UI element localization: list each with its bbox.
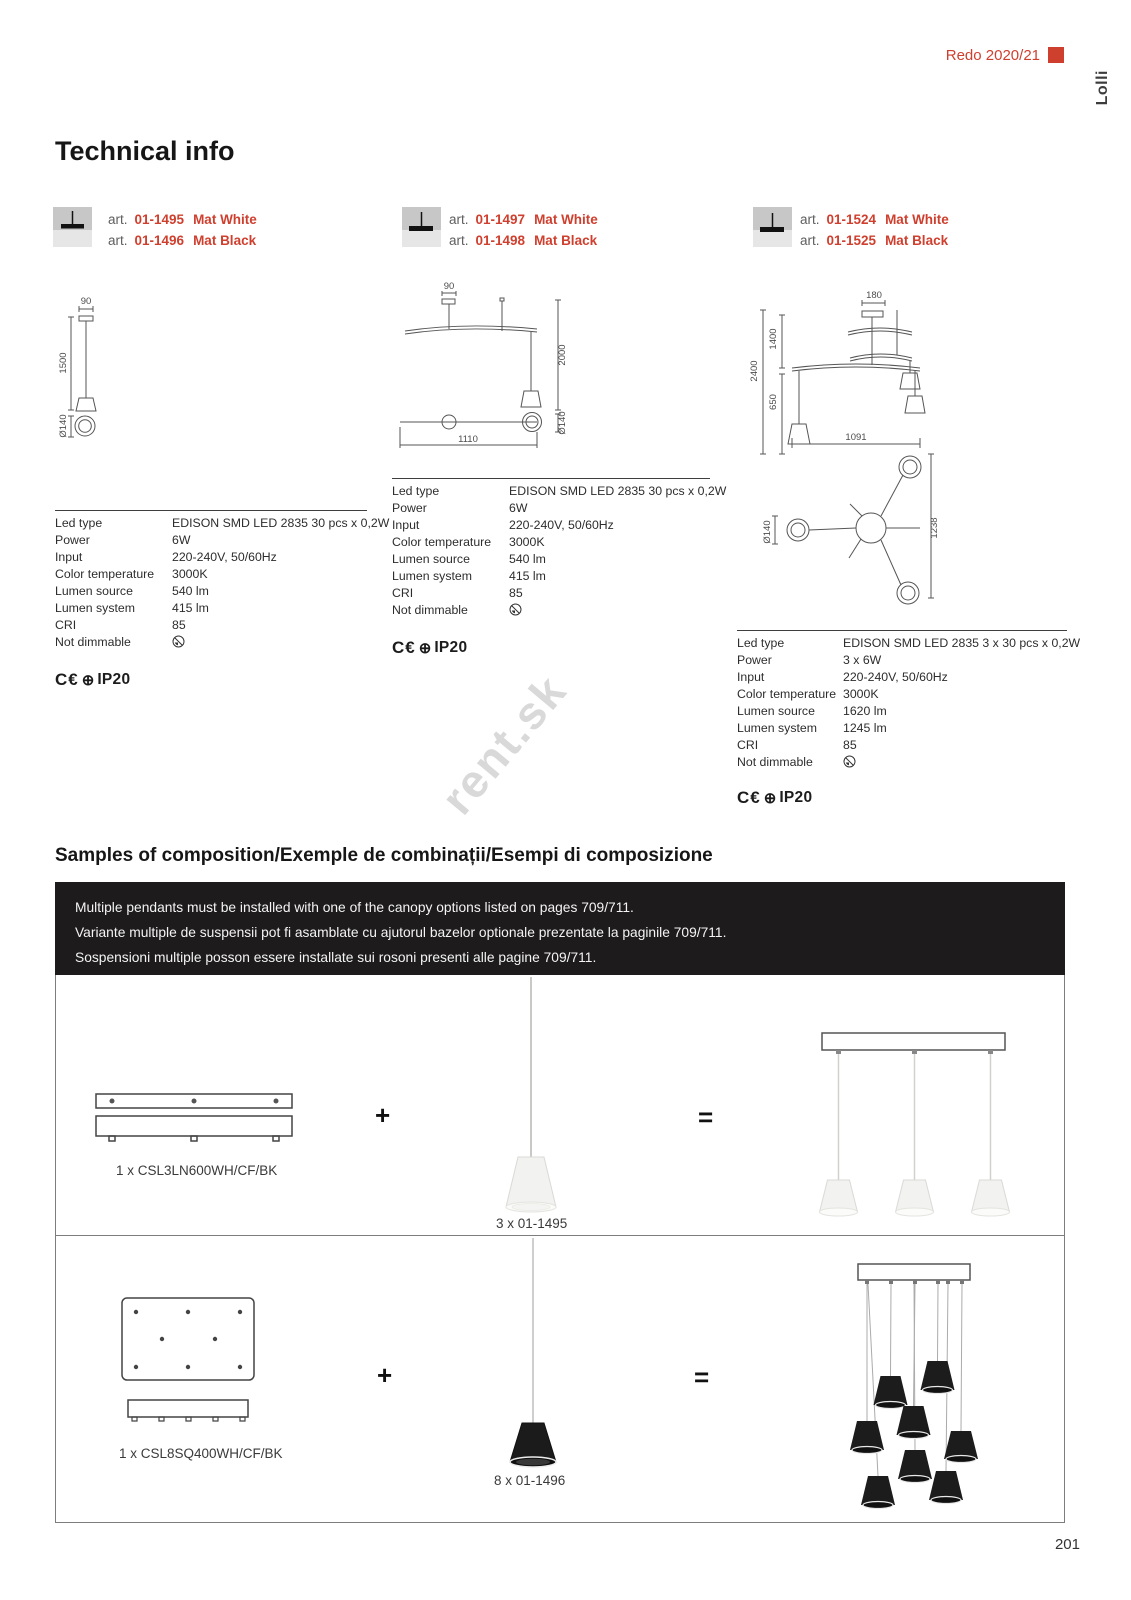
art-line	[449, 230, 598, 251]
spec-label: Not dimmable	[55, 634, 131, 649]
collection-name-tab: Lolli	[1094, 70, 1111, 106]
dimension-label: 1238	[929, 517, 940, 539]
spec-row	[55, 565, 367, 582]
spec-row	[737, 736, 1067, 753]
spec-label: Lumen source	[55, 583, 133, 598]
dimension-label: 1110	[458, 434, 478, 445]
art-finish: Mat Black	[534, 233, 598, 248]
art-finish: Mat Black	[885, 233, 949, 248]
drawing-single-pendant	[50, 295, 120, 445]
spec-label: CRI	[737, 737, 759, 752]
spec-value: 415 lm	[509, 568, 546, 583]
spec-row	[55, 514, 390, 531]
art-prefix: art.	[108, 212, 128, 227]
not-dimmable-icon	[509, 603, 522, 616]
spec-value: 1245 lm	[843, 720, 887, 735]
spec-row	[55, 633, 367, 650]
product-1-certifications	[55, 670, 130, 690]
white-pendant-image	[500, 977, 564, 1222]
spec-label: Color temperature	[737, 686, 837, 701]
art-prefix: art.	[800, 233, 820, 248]
spec-value: 3000K	[172, 566, 208, 581]
spec-row	[55, 531, 367, 548]
art-finish: Mat White	[193, 212, 257, 227]
spec-row	[392, 533, 710, 550]
spec-row	[737, 702, 1067, 719]
spec-label: Input	[55, 549, 83, 564]
spec-row	[55, 616, 367, 633]
ip-rating: IP20	[434, 639, 468, 656]
eight-pendant-result-image	[848, 1238, 988, 1516]
product-2-art-block	[402, 207, 598, 251]
art-line	[108, 209, 257, 230]
earth-symbol-icon: ⊕	[418, 640, 432, 657]
spec-label: Not dimmable	[392, 602, 468, 617]
art-prefix: art.	[800, 212, 820, 227]
page-title: Technical info	[55, 136, 235, 166]
spec-label: Power	[737, 652, 772, 667]
pendant-icon	[402, 207, 441, 247]
art-code: 01-1525	[826, 233, 877, 248]
spec-label: Led type	[55, 515, 103, 530]
spec-label: Input	[392, 517, 420, 532]
ip-rating: IP20	[779, 789, 813, 806]
product-1-spec-table	[55, 510, 390, 650]
dimension-label: Ø140	[58, 414, 69, 438]
spec-row	[392, 584, 710, 601]
dimension-label: Ø140	[762, 520, 773, 544]
spec-row	[55, 599, 367, 616]
spec-label: Lumen source	[392, 551, 470, 566]
spec-value: 1620 lm	[843, 703, 887, 718]
spec-label: CRI	[55, 617, 77, 632]
plus-operator: +	[375, 1100, 391, 1130]
pendant-icon	[53, 207, 92, 247]
spec-label: Input	[737, 669, 765, 684]
spec-label: Led type	[737, 635, 785, 650]
spec-value: 220-240V, 50/60Hz	[843, 669, 948, 684]
brand-red-square	[1048, 47, 1064, 63]
spec-value: 220-240V, 50/60Hz	[509, 517, 614, 532]
dimension-label: 2000	[557, 344, 568, 366]
art-code: 01-1496	[134, 233, 185, 248]
notice-line: Sospensioni multiple posson essere installate sui rosoni presenti alle pagine 709/711.	[75, 950, 597, 965]
spec-row	[55, 548, 367, 565]
ce-mark: C€	[55, 670, 79, 689]
drawing-multi-pendant	[733, 276, 948, 606]
spec-label: Not dimmable	[737, 754, 813, 769]
spec-label: Color temperature	[55, 566, 155, 581]
dimension-label: 90	[80, 296, 92, 307]
art-code: 01-1498	[475, 233, 526, 248]
spec-row	[392, 550, 710, 567]
spec-label: Color temperature	[392, 534, 492, 549]
product-1-art-block	[53, 207, 257, 251]
not-dimmable-icon	[172, 635, 185, 648]
spec-row	[392, 499, 710, 516]
spec-value: 3 x 6W	[843, 652, 882, 667]
dimension-label: 90	[443, 281, 455, 292]
spec-row	[392, 516, 710, 533]
plus-operator: +	[377, 1360, 393, 1390]
spec-value: 220-240V, 50/60Hz	[172, 549, 277, 564]
ce-mark: C€	[737, 788, 761, 807]
spec-row	[737, 634, 1081, 651]
art-finish: Mat White	[885, 212, 949, 227]
notice-line: Variante multiple de suspensii pot fi asamblate cu ajutorul bazelor optionale prezentate la paginile 709/711.	[75, 925, 727, 940]
equals-operator: =	[698, 1102, 714, 1132]
art-prefix: art.	[449, 233, 469, 248]
art-finish: Mat White	[534, 212, 598, 227]
art-code: 01-1524	[826, 212, 877, 227]
pendant-icon	[753, 207, 792, 247]
dimension-label: 1500	[58, 352, 69, 374]
canopy-sku-label: 1 x CSL3LN600WH/CF/BK	[116, 1163, 278, 1178]
dimension-label: 180	[866, 290, 882, 301]
spec-value: 6W	[509, 500, 528, 515]
three-pendant-result-image	[812, 1012, 1017, 1217]
spec-value: 85	[172, 617, 186, 632]
spec-row	[392, 601, 710, 618]
spec-value: 85	[509, 585, 523, 600]
spec-value: 3000K	[843, 686, 879, 701]
art-line	[800, 230, 949, 251]
drawing-bar-pendant	[395, 280, 580, 455]
catalog-edition-label: Redo 2020/21	[945, 47, 1040, 64]
spec-label: Power	[55, 532, 90, 547]
spec-row	[737, 668, 1067, 685]
spec-row	[737, 719, 1067, 736]
spec-label: CRI	[392, 585, 414, 600]
art-prefix: art.	[449, 212, 469, 227]
product-2-spec-table	[392, 478, 727, 618]
dimension-label: 650	[768, 394, 779, 410]
product-3-certifications	[737, 788, 812, 808]
art-line	[449, 209, 598, 230]
spec-row	[737, 651, 1067, 668]
dimension-label: Ø140	[557, 411, 568, 435]
page-number: 201	[1054, 1536, 1080, 1553]
art-code: 01-1495	[134, 212, 185, 227]
spec-value: 540 lm	[172, 583, 209, 598]
spec-label: Power	[392, 500, 427, 515]
art-prefix: art.	[108, 233, 128, 248]
spec-row	[392, 482, 727, 499]
spec-label: Lumen system	[737, 720, 817, 735]
spec-value: 3000K	[509, 534, 545, 549]
earth-symbol-icon: ⊕	[81, 672, 95, 689]
spec-row	[55, 582, 367, 599]
spec-row	[737, 685, 1067, 702]
dimension-label: 1400	[768, 328, 779, 350]
canopy-sku-label: 1 x CSL8SQ400WH/CF/BK	[119, 1446, 283, 1461]
art-line	[108, 230, 257, 251]
spec-value: 6W	[172, 532, 191, 547]
spec-value: 540 lm	[509, 551, 546, 566]
earth-symbol-icon: ⊕	[763, 790, 777, 807]
dimension-label: 2400	[749, 360, 760, 382]
row-divider	[56, 1235, 1064, 1236]
notice-line: Multiple pendants must be installed with one of the canopy options listed on pages 709/711.	[75, 900, 634, 915]
rect-canopy-drawing	[118, 1295, 268, 1430]
product-3-art-block	[753, 207, 949, 251]
product-2-certifications	[392, 638, 467, 658]
art-code: 01-1497	[475, 212, 526, 227]
linear-canopy-drawing	[94, 1088, 299, 1148]
installation-notice-banner	[55, 882, 1065, 975]
spec-row	[392, 567, 710, 584]
art-finish: Mat Black	[193, 233, 257, 248]
ce-mark: C€	[392, 638, 416, 657]
samples-heading: Samples of composition/Exemple de combinații/Esempi di composizione	[55, 845, 713, 866]
dimension-label: 1091	[845, 432, 867, 443]
spec-row	[737, 753, 1067, 770]
equals-operator: =	[694, 1362, 710, 1392]
pendant-qty-label: 3 x 01-1495	[496, 1216, 568, 1231]
spec-label: Lumen system	[392, 568, 472, 583]
product-3-spec-table	[737, 630, 1081, 770]
art-line	[800, 209, 949, 230]
not-dimmable-icon	[843, 755, 856, 768]
ip-rating: IP20	[97, 671, 131, 688]
spec-value: EDISON SMD LED 2835 30 pcs x 0,2W	[172, 515, 390, 530]
spec-label: Lumen source	[737, 703, 815, 718]
spec-label: Led type	[392, 483, 440, 498]
spec-value: 415 lm	[172, 600, 209, 615]
spec-value: 85	[843, 737, 857, 752]
spec-value: EDISON SMD LED 2835 3 x 30 pcs x 0,2W	[843, 635, 1081, 650]
spec-label: Lumen system	[55, 600, 135, 615]
watermark: rent.sk	[430, 664, 577, 825]
pendant-qty-label: 8 x 01-1496	[494, 1473, 566, 1488]
black-pendant-image	[503, 1238, 563, 1473]
spec-value: EDISON SMD LED 2835 30 pcs x 0,2W	[509, 483, 727, 498]
